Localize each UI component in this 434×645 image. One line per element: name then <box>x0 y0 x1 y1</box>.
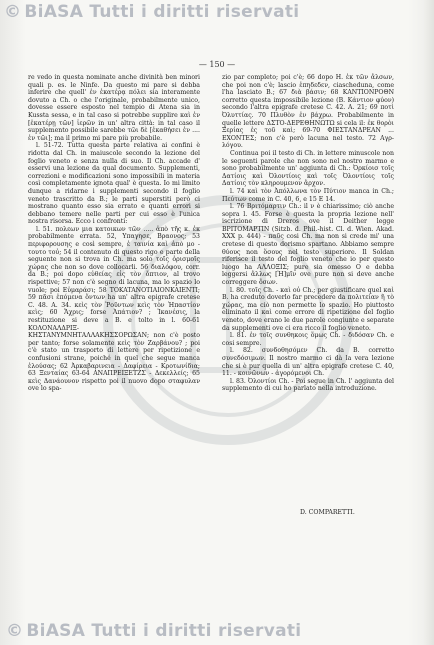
author-signature: D. COMPARETTI. <box>300 509 355 516</box>
left-paragraph: l. 51. πολεων μια κατοικων τῶν ..... ἀπὸ τῆς κ. ἐκ probabilmente errata. 52, Υπαγησε, Βραονος; 53 περιφορουσης e così sempre, ἐ ταινία καὶ ἀπὸ μο - τουτο τοὐ; 54 il contenuto di questo rigo e parte della seguente non si trova in Ch. ma solo τοῖς ὁρισμοῖς χώρας che non so dove collocarli. 56 διαλόφου, corr. da B.; poi dopo εὐθείας εἰς τὸν ὄπτιον, al trovo rispettive; 57 non c'è segno di lacuna, ma lo spazio lo vuole; poi Εὐμαράσι; 58 TOKATANOTIAIONKAIENTI; 59 πᾶσι ἐπόμενα ὄντων ha un' altra epigrafe cretese C. 48. A. 34. κεὶς τὸν Ῥοῦντων κεὶς τὸν Ἡπαστίον κεὶς; 60 Ἄχρις; forse Ἀπάτιον? ; Ἰκανέσις, la restituzione si deve a B. e tolto in l. 60-61 KOΛOΝAΛΔΡΙΞ-ΚΗΣΤΑΝΥΜΝΗΤΑΛΛΑΚΗΣΣΟΡΩΣΑΝ; non c'è posto per tanto; forse solamente κεὶς τὸν Ζαρβάνου? ; poi c'è stato un trasporto di lettere per ripetizione e confusioni strane, poiché in quel che segue manca ἐλούσας; 62 Ἀρκαβαρινεια - Δαφίρεια - Κροτωνίδια; 63 Ξενταίας 63-64 ΑΝΑΠΡΕΙΞΕΤΖΣ - Δεκελλείς; 65 κεὶς Δανάουνον rispetto poi il nuovo dopo σταφυλαν ove lo spa- <box>28 225 200 393</box>
page-edge <box>424 0 434 645</box>
right-paragraph: l. 80. τοῖς Ch. - καὶ οὐ Ch.; per giustificare quel καὶ B. ha creduto doverlo far precedere da πολιτείαν ἢ τὸ χώρας, ma ciò non permette lo spazio. Ho piuttosto eliminato il καὶ come errore di ripetizione del foglio veneto, dove erano le due parole congiunte e separate da supplementi ove ci era ricco il foglio veneto. <box>222 286 394 332</box>
copyright-symbol: © <box>4 2 22 22</box>
left-column <box>28 74 200 393</box>
copyright-banner-bottom <box>6 621 434 641</box>
right-paragraph: l. 82. συνδοθησόμεν Ch. da B. corretto συνεδόσιμων. Il nostro marmo ci dà la vera lezione che si è pur quella di un' altra epigrafe cretese C. 40, 11. - κοινῶνων - ἀγορόμενοι Ch. <box>222 347 394 378</box>
right-paragraph: l. 83. Ὀλοντίοι Ch. - Poi segue in Ch. l' aggiunta del supplemento di cui ho parlato nella introduzione. <box>222 377 394 393</box>
copyright-text: BiASA Tutti i diritti riservati <box>26 621 302 641</box>
right-paragraph: l. 76 Βριτόμαρτιν Ch.: il ν è chiarissimo; ciò anche sopra l. 45. Forse è questa la propria lezione nell' iscrizione di Dreros ove il Deither legge ΒΡΙΤΟΜΑΡΤΙΝ (Sitzb. d. Phil.-hist. Cl. d. Wien. Akad. XXX p. 444) - παῦς cosi Ch. ma non si crede mi' una cretese di questo dorismo spartano. Abbiamo sempre θύους non ὅσους nel testo superiore. Il Soldan riferisce il testo del foglio veneto che io per questo luogo ha ΑΛΛΟΞΙΣ; pure sia omesso Ο e debba leggersi ἄλλως [Ἡ]μῖν ove pure non si deve anche correggere ὅσων. <box>222 203 394 287</box>
left-paragraph: l. 51-72. Tutta questa parte relativa ai confini è ridotta dal Ch. in maiuscole secondo la lezione del foglio veneto e senza nulla di suo. Il Ch. accade d' esservi una lezione da qual documento. Supplementi, correzioni e modificazioni sono impossibili in materia così completamente ignota qual' è questa. Io mi limito dunque a ridarne i supplementi secondo il foglio veneto trascritto da B.; le parti superstiti però ci mostrano quanto esso sia errato e quanti errori si debbano temere nelle parti per cui esso è l'unica nostra risorsa. Ecco i confronti: <box>28 142 200 226</box>
right-paragraph: zio par completo; poi c'è; 66 dopo Η. ἐκ τῶν ἄλσων, che poi non c'è; lascio ἑπηδεδεν, ciascheduna, come l'ha lasciato B.; 67 διὰ βάσιν; 68 ΚΑΝΤΙΟΝΡΟΘΝ corretto questa impossibile lezione (B. Κάντιον φύον) secondo l'altra epigrafe cretese C. 42. A. 21; 69 ποτὶ Ὀλυττίας. 70 Πλυθὸν ἐν βάχρω. Probabilmente in quelle lettere ΔΣΤΟ-ΔΕΡΕΘΗΝΩΤΩ si cela il: ἐκ θορὸι Ξερίας ἐς τοῦ καὶ; 69-70 ΦΙΕΣΤΑΝΔΡΕΑΝ ... EXONΤΕΣ; non c'è però lacuna nel testo. 72 Αγρ-λόγου. <box>222 74 394 150</box>
right-paragraph: Continua poi il testo di Ch. in lettere minuscole non le seguenti parole che non sono nel nostro marmo e sono probabilmente un' aggiunta di Ch.: Ὀρκίοισ τοῖς Δατίοις καὶ Ὀλοντίοις καὶ τοῖς Ὀλοντίοις τοῖς Δατίοις τὸν κληρουμενον ἄρχον. <box>222 149 394 188</box>
right-column <box>222 74 394 393</box>
copyright-banner-top <box>4 2 434 22</box>
copyright-text: BiASA Tutti i diritti riservati <box>24 2 300 22</box>
right-paragraph: l. 74 καὶ τὸν Ἀπόλλωνα τὸν Πύτιον manca in Ch.; Πεύτων come in C. 40, 6, e 15 Ε 14. <box>222 187 394 203</box>
page-number: — 150 — <box>198 60 236 69</box>
left-paragraph: re vedo in questa nominate anche divinità ben minori quali p. es. le Ninfe. Da questo mi pare si debba inferire che quell' ἐν ἑκατέρᾳ πόλει sia interamente dovuto a Ch. o che l'originale, probabilmente unico, dovesse essere esposto nel tempio di Atena sia in Kussta sessa, e in tal caso si potrebbe supplire καὶ ἐν [ἑκατέρῃ τῶν] ἱερῶν in un' altra città: in tal caso il supplemento possibile sarebbe τῶι δὲ [ἐκαθήσει ἐν .... ἐν τῶι]; ma il primo mi pare più probabile. <box>28 74 200 142</box>
right-paragraph: l. 81. ἐν τοῖς συνθηκοις ὅμως Ch. - διδόσαν Ch. e cosi sempre. <box>222 332 394 347</box>
copyright-symbol: © <box>6 621 24 641</box>
